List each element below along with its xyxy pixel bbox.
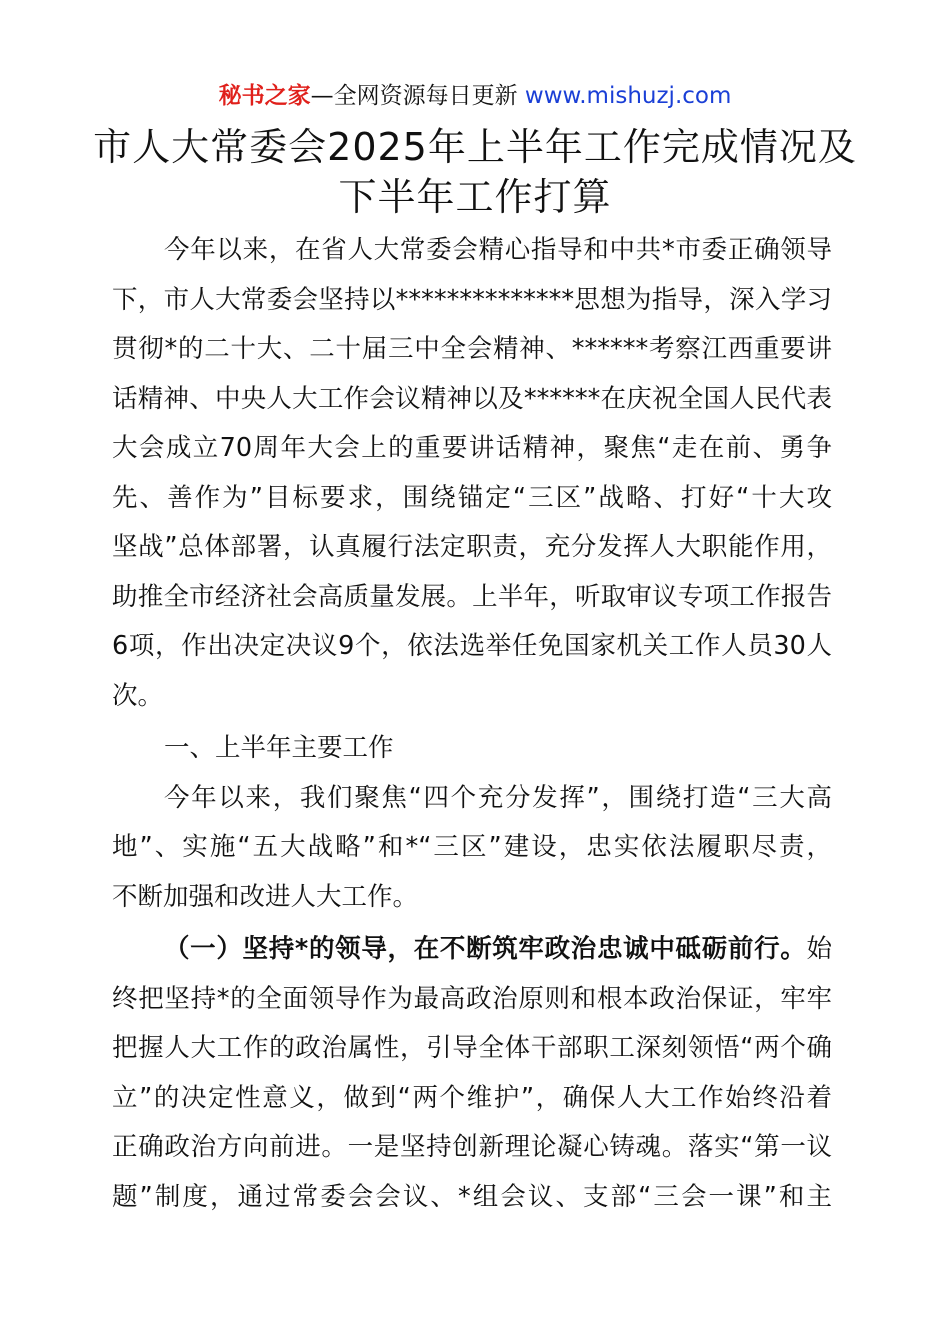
paragraph-overview <box>112 774 832 923</box>
inline-text: 始 <box>806 934 832 964</box>
text-line: 次。 <box>112 680 164 711</box>
text-line <box>112 925 832 975</box>
text-line: 不断加强和改进人大工作。 <box>112 881 419 912</box>
text-line: 题”制度，通过常委会会议、*组会议、支部“三会一课”和主 <box>112 1181 832 1212</box>
text-line: 贯彻*的二十大、二十届三中全会精神、******考察江西重要讲 <box>112 334 832 364</box>
text-line: 把握人大工作的政治属性，引导全体干部职工深刻领悟“两个确 <box>112 1033 832 1063</box>
subsection-heading: （一）坚持*的领导，在不断筑牢政治忠诚中砥砺前行。 <box>164 934 807 964</box>
text-line: 助推全市经济社会高质量发展。上半年，听取审议专项工作报告 <box>112 581 832 612</box>
site-url[interactable]: www.mishuzj.com <box>524 83 732 109</box>
text-line: 正确政治方向前进。一是坚持创新理论凝心铸魂。落实“第一议 <box>112 1132 832 1162</box>
text-line: 终把坚持*的全面领导作为最高政治原则和根本政治保证，牢牢 <box>112 983 832 1014</box>
title-line-1: 市人大常委会2025年上半年工作完成情况及 <box>93 125 857 169</box>
title-line-2: 下半年工作打算 <box>338 175 612 219</box>
text-line: 今年以来，在省人大常委会精心指导和中共*市委正确领导 <box>164 235 832 265</box>
text-line: 坚战”总体部署，认真履行法定职责，充分发挥人大职能作用， <box>112 532 832 562</box>
text-line: 立”的决定性意义，做到“两个维护”，确保人大工作始终沿着 <box>112 1082 832 1113</box>
document-body <box>112 226 832 1222</box>
header-tagline: —全网资源每日更新 <box>310 83 518 109</box>
text-line: 下，市人大常委会坚持以**************思想为指导，深入学习 <box>112 284 832 315</box>
paragraph-intro <box>112 226 832 721</box>
document-title <box>80 122 870 222</box>
text-line: 地”、实施“五大战略”和*“三区”建设，忠实依法履职尽责， <box>112 832 832 862</box>
text-line: 先、善作为”目标要求，围绕锚定“三区”战略、打好“十大攻 <box>112 482 832 513</box>
text-line: 今年以来，我们聚焦“四个充分发挥”，围绕打造“三大高 <box>164 782 832 813</box>
brand-name: 秘书之家 <box>218 83 311 109</box>
text-line: 6项，作出决定决议9个，依法选举任免国家机关工作人员30人 <box>112 631 832 661</box>
text-line: 话精神、中央人大工作会议精神以及******在庆祝全国人民代表 <box>112 383 832 414</box>
site-header <box>0 80 950 112</box>
paragraph-leadership <box>112 925 832 1222</box>
section-heading: 一、上半年主要工作 <box>164 733 394 763</box>
text-line: 大会成立70周年大会上的重要讲话精神，聚焦“走在前、勇争 <box>112 433 832 463</box>
